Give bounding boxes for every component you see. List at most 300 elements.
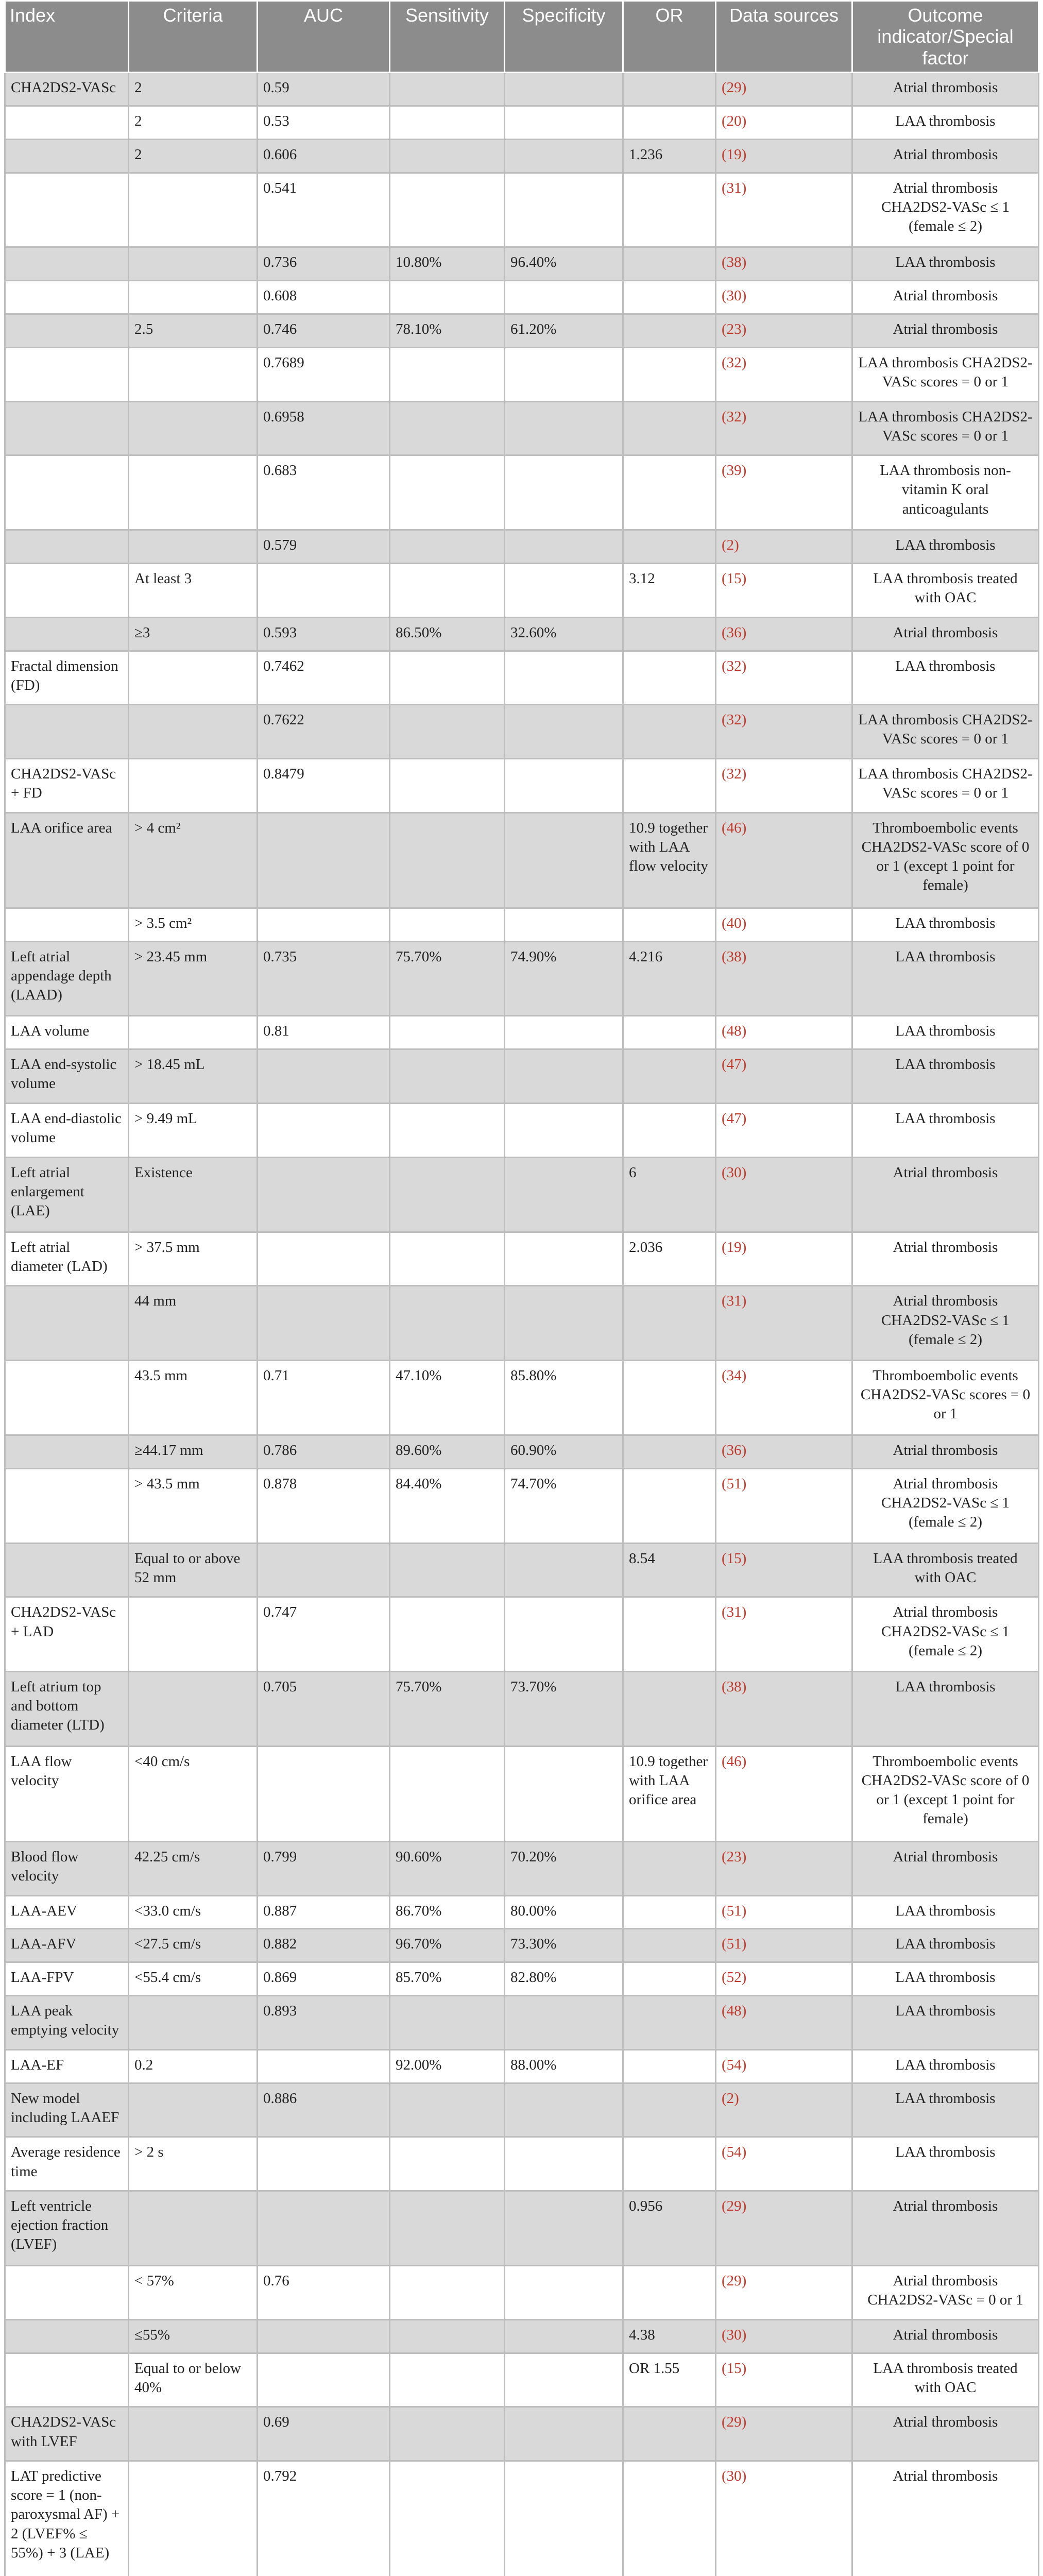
table-row xyxy=(5,1157,1039,1232)
index-cell-text: LAA volume xyxy=(11,1023,90,1040)
sensitivity-cell xyxy=(390,347,505,401)
data-source-cell xyxy=(716,2137,852,2191)
specificity-cell xyxy=(505,173,623,247)
data-source-cell-text: (23) xyxy=(722,320,747,337)
data-source-cell-text: (48) xyxy=(722,1023,747,1040)
table-row xyxy=(5,1962,1039,1996)
index-cell-text: Left atrium top and bottom diameter (LTD) xyxy=(11,1679,105,1734)
outcome-cell xyxy=(852,1049,1039,1104)
auc-cell xyxy=(258,1747,390,1842)
sensitivity-cell xyxy=(390,73,505,106)
criteria-cell-text: <55.4 cm/s xyxy=(134,1969,201,1986)
or-cell xyxy=(623,1962,716,1996)
specificity-cell-text: 85.80% xyxy=(510,1367,557,1384)
data-source-cell-text: (23) xyxy=(722,1848,747,1865)
sensitivity-cell xyxy=(390,812,505,908)
auc-cell-text: 0.69 xyxy=(263,2414,289,2431)
index-cell-text: New model including LAAEF xyxy=(11,2090,119,2126)
criteria-cell-text: 42.25 cm/s xyxy=(134,1848,200,1865)
specificity-cell xyxy=(505,2407,623,2461)
auc-cell xyxy=(258,759,390,813)
data-source-cell xyxy=(716,1435,852,1469)
index-cell xyxy=(5,1157,129,1232)
outcome-cell xyxy=(852,530,1039,564)
criteria-cell-text: > 9.49 mL xyxy=(134,1110,197,1127)
index-cell-text: LAA-AFV xyxy=(11,1936,77,1953)
index-cell xyxy=(5,812,129,908)
specificity-cell xyxy=(505,812,623,908)
sensitivity-cell xyxy=(390,1929,505,1962)
or-cell-text: 10.9 together with LAA flow velocity xyxy=(629,819,708,875)
auc-cell-text: 0.878 xyxy=(263,1475,297,1492)
criteria-cell xyxy=(129,651,258,705)
sensitivity-cell-text: 47.10% xyxy=(396,1367,442,1384)
index-cell xyxy=(5,1597,129,1672)
table-row xyxy=(5,1103,1039,1157)
data-source-cell-text: (47) xyxy=(722,1056,747,1073)
outcome-cell xyxy=(852,908,1039,941)
data-source-cell-text: (30) xyxy=(722,1164,747,1181)
data-source-cell-text: (46) xyxy=(722,819,747,836)
table-row xyxy=(5,2461,1039,2576)
auc-cell xyxy=(258,247,390,281)
sensitivity-cell xyxy=(390,563,505,617)
or-cell xyxy=(623,139,716,173)
index-cell xyxy=(5,2049,129,2083)
table-row xyxy=(5,2266,1039,2320)
criteria-cell-text: > 2 s xyxy=(134,2144,164,2161)
table-row xyxy=(5,617,1039,651)
table-row xyxy=(5,1929,1039,1962)
index-cell xyxy=(5,247,129,281)
table-row xyxy=(5,347,1039,401)
data-source-cell xyxy=(716,2319,852,2353)
outcome-cell xyxy=(852,1286,1039,1361)
outcome-cell xyxy=(852,1361,1039,1435)
table-row xyxy=(5,2319,1039,2353)
table-row xyxy=(5,2191,1039,2266)
data-source-cell xyxy=(716,347,852,401)
or-cell xyxy=(623,1103,716,1157)
sensitivity-cell xyxy=(390,2191,505,2266)
specificity-cell xyxy=(505,1597,623,1672)
index-cell-text: LAA flow velocity xyxy=(11,1753,72,1789)
criteria-cell xyxy=(129,106,258,139)
sensitivity-cell xyxy=(390,1049,505,1104)
data-source-cell-text: (34) xyxy=(722,1367,747,1384)
specificity-cell xyxy=(505,1962,623,1996)
outcome-cell-text: LAA thrombosis xyxy=(895,914,996,931)
or-cell xyxy=(623,759,716,813)
index-cell-text: Average residence time xyxy=(11,2144,121,2180)
criteria-cell-text: 43.5 mm xyxy=(134,1367,188,1384)
index-cell xyxy=(5,1361,129,1435)
index-cell-text: Left ventricle ejection fraction (LVEF) xyxy=(11,2198,109,2253)
index-cell xyxy=(5,347,129,401)
data-source-cell xyxy=(716,530,852,564)
header-sensitivity: Sensitivity xyxy=(390,1,505,73)
index-cell xyxy=(5,563,129,617)
header-outcome: Outcome indicator/Special factor xyxy=(852,1,1039,73)
sensitivity-cell xyxy=(390,455,505,530)
or-cell-text: 6 xyxy=(629,1164,637,1181)
index-cell-text: LAA orifice area xyxy=(11,819,112,836)
specificity-cell xyxy=(505,651,623,705)
outcome-cell xyxy=(852,1157,1039,1232)
data-source-cell xyxy=(716,1672,852,1747)
outcome-cell xyxy=(852,1841,1039,1895)
index-cell-text: Fractal dimension (FD) xyxy=(11,657,118,693)
sensitivity-cell xyxy=(390,1996,505,2050)
or-cell xyxy=(623,1157,716,1232)
auc-cell xyxy=(258,617,390,651)
outcome-cell xyxy=(852,1435,1039,1469)
index-cell xyxy=(5,314,129,347)
or-cell xyxy=(623,1929,716,1962)
index-cell xyxy=(5,2137,129,2191)
or-cell-text: 4.38 xyxy=(629,2326,655,2343)
criteria-cell xyxy=(129,1286,258,1361)
data-source-cell xyxy=(716,2353,852,2407)
data-source-cell-text: (19) xyxy=(722,146,747,163)
outcome-cell-text: LAA thrombosis xyxy=(895,1023,996,1040)
table-row xyxy=(5,1996,1039,2050)
or-cell xyxy=(623,1841,716,1895)
criteria-cell xyxy=(129,1841,258,1895)
auc-cell-text: 0.705 xyxy=(263,1679,297,1696)
index-cell-text: Left atrial enlargement (LAE) xyxy=(11,1164,84,1219)
outcome-cell-text: LAA thrombosis CHA2DS2-VASc scores = 0 or 1 xyxy=(858,408,1033,444)
outcome-cell-text: Thromboembolic events CHA2DS2-VASc score of 0 or 1 (except 1 point for female) xyxy=(861,1753,1030,1827)
sensitivity-cell xyxy=(390,1468,505,1543)
outcome-cell-text: Atrial thrombosis xyxy=(893,320,998,337)
specificity-cell xyxy=(505,106,623,139)
or-cell xyxy=(623,1016,716,1049)
outcome-cell xyxy=(852,1929,1039,1962)
or-cell xyxy=(623,73,716,106)
outcome-cell xyxy=(852,1672,1039,1747)
data-source-cell xyxy=(716,651,852,705)
criteria-cell-text: ≥44.17 mm xyxy=(134,1442,203,1459)
data-source-cell-text: (40) xyxy=(722,914,747,931)
data-source-cell-text: (20) xyxy=(722,112,747,129)
sensitivity-cell xyxy=(390,1543,505,1597)
sensitivity-cell xyxy=(390,1016,505,1049)
sensitivity-cell xyxy=(390,2137,505,2191)
table-row xyxy=(5,705,1039,759)
table-row xyxy=(5,2049,1039,2083)
header-or: OR xyxy=(623,1,716,73)
criteria-cell-text: Existence xyxy=(134,1164,193,1181)
auc-cell xyxy=(258,563,390,617)
specificity-cell-text: 73.30% xyxy=(510,1936,557,1953)
criteria-cell xyxy=(129,2083,258,2137)
sensitivity-cell xyxy=(390,530,505,564)
outcome-cell-text: LAA thrombosis non-vitamin K oral anticoagulants xyxy=(880,462,1011,517)
data-source-cell xyxy=(716,1929,852,1962)
specificity-cell-text: 74.90% xyxy=(510,948,557,965)
outcome-cell-text: Atrial thrombosis xyxy=(893,1848,998,1865)
or-cell xyxy=(623,401,716,455)
sensitivity-cell xyxy=(390,314,505,347)
specificity-cell xyxy=(505,401,623,455)
criteria-cell xyxy=(129,1232,258,1286)
data-source-cell xyxy=(716,705,852,759)
data-source-cell-text: (15) xyxy=(722,2360,747,2377)
index-cell xyxy=(5,1841,129,1895)
auc-cell xyxy=(258,2083,390,2137)
or-cell-text: 8.54 xyxy=(629,1550,655,1567)
data-source-cell-text: (2) xyxy=(722,2090,739,2107)
table-row xyxy=(5,1672,1039,1747)
index-cell-text: CHA2DS2-VASc + LAD xyxy=(11,1604,116,1640)
table-row xyxy=(5,941,1039,1016)
outcome-cell xyxy=(852,173,1039,247)
auc-cell xyxy=(258,455,390,530)
outcome-cell xyxy=(852,2191,1039,2266)
criteria-cell xyxy=(129,1747,258,1842)
outcome-cell xyxy=(852,455,1039,530)
auc-cell xyxy=(258,1049,390,1104)
auc-cell xyxy=(258,2461,390,2576)
specificity-cell xyxy=(505,1103,623,1157)
criteria-cell xyxy=(129,2137,258,2191)
data-source-cell xyxy=(716,2266,852,2320)
specificity-cell xyxy=(505,455,623,530)
data-source-cell xyxy=(716,1103,852,1157)
criteria-cell xyxy=(129,1103,258,1157)
outcome-cell-text: Atrial thrombosis xyxy=(893,1442,998,1459)
outcome-cell-text: Thromboembolic events CHA2DS2-VASc score of 0 or 1 (except 1 point for female) xyxy=(861,819,1030,894)
data-source-cell-text: (32) xyxy=(722,711,747,728)
criteria-cell xyxy=(129,1543,258,1597)
outcome-cell xyxy=(852,106,1039,139)
data-source-cell-text: (30) xyxy=(722,287,747,304)
or-cell xyxy=(623,2319,716,2353)
outcome-cell-text: LAA thrombosis CHA2DS2-VASc scores = 0 or 1 xyxy=(858,711,1033,748)
auc-cell xyxy=(258,908,390,941)
outcome-cell-text: Atrial thrombosis CHA2DS2-VASc ≤ 1 (female ≤ 2) xyxy=(881,179,1010,234)
criteria-cell xyxy=(129,617,258,651)
data-source-cell-text: (36) xyxy=(722,624,747,641)
auc-cell xyxy=(258,1597,390,1672)
outcome-cell xyxy=(852,1996,1039,2050)
header-data-sources: Data sources xyxy=(716,1,852,73)
data-source-cell-text: (31) xyxy=(722,1604,747,1621)
or-cell xyxy=(623,1672,716,1747)
specificity-cell-text: 70.20% xyxy=(510,1848,557,1865)
index-cell-text: Blood flow velocity xyxy=(11,1848,79,1884)
outcome-cell xyxy=(852,1103,1039,1157)
criteria-cell-text: 2.5 xyxy=(134,320,153,337)
sensitivity-cell xyxy=(390,617,505,651)
auc-cell xyxy=(258,314,390,347)
outcome-cell xyxy=(852,281,1039,314)
criteria-cell-text: 2 xyxy=(134,79,142,96)
auc-cell-text: 0.8479 xyxy=(263,766,304,783)
index-cell-text: CHA2DS2-VASc + FD xyxy=(11,766,116,802)
criteria-cell xyxy=(129,2461,258,2576)
index-cell-text: LAA-EF xyxy=(11,2056,64,2073)
outcome-cell-text: Atrial thrombosis xyxy=(893,79,998,96)
table-row xyxy=(5,908,1039,941)
sensitivity-cell xyxy=(390,2083,505,2137)
or-cell xyxy=(623,2461,716,2576)
table-row xyxy=(5,1468,1039,1543)
data-source-cell xyxy=(716,1468,852,1543)
data-source-cell xyxy=(716,73,852,106)
criteria-cell xyxy=(129,139,258,173)
or-cell xyxy=(623,1286,716,1361)
table-row xyxy=(5,401,1039,455)
outcome-cell xyxy=(852,1962,1039,1996)
auc-cell xyxy=(258,1543,390,1597)
criteria-cell-text: 2 xyxy=(134,146,142,163)
index-cell xyxy=(5,1996,129,2050)
sensitivity-cell xyxy=(390,1286,505,1361)
data-source-cell-text: (32) xyxy=(722,657,747,674)
criteria-cell xyxy=(129,2319,258,2353)
criteria-cell xyxy=(129,401,258,455)
criteria-cell xyxy=(129,530,258,564)
auc-cell-text: 0.608 xyxy=(263,287,297,304)
data-source-cell-text: (36) xyxy=(722,1442,747,1459)
specificity-cell xyxy=(505,1016,623,1049)
auc-cell-text: 0.683 xyxy=(263,462,297,479)
auc-cell xyxy=(258,812,390,908)
criteria-cell xyxy=(129,347,258,401)
data-source-cell-text: (29) xyxy=(722,2414,747,2431)
auc-cell-text: 0.886 xyxy=(263,2090,297,2107)
sensitivity-cell xyxy=(390,759,505,813)
sensitivity-cell xyxy=(390,1361,505,1435)
table-row xyxy=(5,812,1039,908)
sensitivity-cell xyxy=(390,651,505,705)
sensitivity-cell-text: 10.80% xyxy=(396,254,442,271)
header-criteria: Criteria xyxy=(129,1,258,73)
outcome-cell xyxy=(852,617,1039,651)
auc-cell-text: 0.7689 xyxy=(263,354,304,371)
sensitivity-cell xyxy=(390,1157,505,1232)
outcome-cell-text: LAA thrombosis xyxy=(895,2090,996,2107)
specificity-cell xyxy=(505,1232,623,1286)
specificity-cell xyxy=(505,1929,623,1962)
index-cell xyxy=(5,106,129,139)
sensitivity-cell xyxy=(390,1672,505,1747)
auc-cell xyxy=(258,1996,390,2050)
auc-cell-text: 0.71 xyxy=(263,1367,289,1384)
or-cell xyxy=(623,2083,716,2137)
index-cell xyxy=(5,73,129,106)
specificity-cell-text: 80.00% xyxy=(510,1902,557,1919)
specificity-cell xyxy=(505,705,623,759)
or-cell xyxy=(623,1543,716,1597)
auc-cell xyxy=(258,139,390,173)
table-row xyxy=(5,651,1039,705)
specificity-cell xyxy=(505,1841,623,1895)
specificity-cell-text: 82.80% xyxy=(510,1969,557,1986)
criteria-cell xyxy=(129,908,258,941)
index-cell-text: Left atrial appendage depth (LAAD) xyxy=(11,948,112,1003)
or-cell xyxy=(623,1468,716,1543)
auc-cell xyxy=(258,1286,390,1361)
auc-cell xyxy=(258,2407,390,2461)
data-source-cell-text: (31) xyxy=(722,1293,747,1310)
data-source-cell xyxy=(716,759,852,813)
auc-cell xyxy=(258,1157,390,1232)
index-cell xyxy=(5,1929,129,1962)
or-cell xyxy=(623,281,716,314)
specificity-cell xyxy=(505,2461,623,2576)
outcome-cell xyxy=(852,1016,1039,1049)
index-cell xyxy=(5,1286,129,1361)
auc-cell xyxy=(258,2137,390,2191)
auc-cell-text: 0.593 xyxy=(263,624,297,641)
auc-cell xyxy=(258,2049,390,2083)
index-cell xyxy=(5,1747,129,1842)
criteria-cell-text: > 4 cm² xyxy=(134,819,181,836)
criteria-cell xyxy=(129,173,258,247)
or-cell xyxy=(623,1597,716,1672)
table-row xyxy=(5,173,1039,247)
index-cell xyxy=(5,1672,129,1747)
or-cell xyxy=(623,1049,716,1104)
or-cell xyxy=(623,1747,716,1842)
auc-cell xyxy=(258,106,390,139)
sensitivity-cell xyxy=(390,1103,505,1157)
auc-cell xyxy=(258,1895,390,1929)
header-auc: AUC xyxy=(258,1,390,73)
outcome-cell xyxy=(852,1468,1039,1543)
outcome-cell-text: LAA thrombosis xyxy=(895,1056,996,1073)
outcome-cell-text: LAA thrombosis xyxy=(895,537,996,554)
data-source-cell xyxy=(716,617,852,651)
table-row xyxy=(5,139,1039,173)
outcome-cell xyxy=(852,759,1039,813)
index-cell xyxy=(5,651,129,705)
criteria-cell-text: < 57% xyxy=(134,2273,174,2290)
criteria-cell-text: ≤55% xyxy=(134,2326,170,2343)
table-row xyxy=(5,1435,1039,1469)
auc-cell-text: 0.882 xyxy=(263,1936,297,1953)
data-source-cell xyxy=(716,139,852,173)
data-source-cell-text: (52) xyxy=(722,1969,747,1986)
specificity-cell xyxy=(505,2353,623,2407)
outcome-cell-text: LAA thrombosis CHA2DS2-VASc scores = 0 or 1 xyxy=(858,766,1033,802)
data-source-cell xyxy=(716,2191,852,2266)
auc-cell xyxy=(258,651,390,705)
specificity-cell xyxy=(505,2083,623,2137)
index-cell xyxy=(5,1962,129,1996)
index-cell xyxy=(5,530,129,564)
index-cell xyxy=(5,173,129,247)
data-source-cell xyxy=(716,1016,852,1049)
data-source-cell xyxy=(716,247,852,281)
table-row xyxy=(5,2407,1039,2461)
criteria-cell-text: Equal to or above 52 mm xyxy=(134,1550,241,1586)
sensitivity-cell xyxy=(390,2319,505,2353)
or-cell xyxy=(623,2049,716,2083)
specificity-cell-text: 96.40% xyxy=(510,254,557,271)
data-source-cell-text: (29) xyxy=(722,2198,747,2215)
index-cell-text: LAA-AEV xyxy=(11,1902,77,1919)
auc-cell-text: 0.7462 xyxy=(263,657,304,674)
outcome-cell-text: Atrial thrombosis CHA2DS2-VASc = 0 or 1 xyxy=(867,2273,1023,2309)
or-cell-text: 1.236 xyxy=(629,146,663,163)
specificity-cell xyxy=(505,1543,623,1597)
outcome-cell-text: Atrial thrombosis xyxy=(893,2326,998,2343)
criteria-cell xyxy=(129,247,258,281)
